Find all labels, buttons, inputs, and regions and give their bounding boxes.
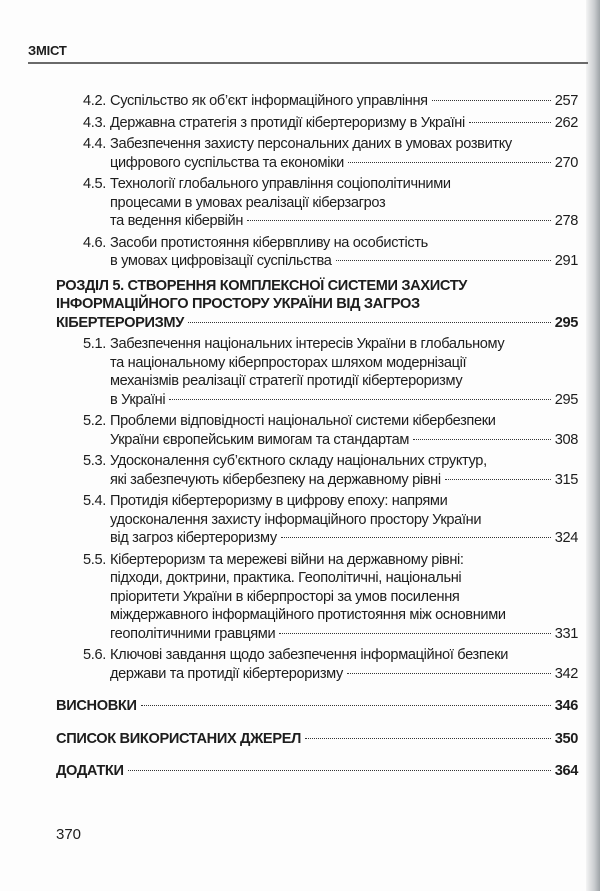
toc-entry-line [83, 471, 578, 490]
toc-entry-line [83, 606, 578, 625]
toc-entry-line [83, 212, 578, 231]
toc-entry-line [56, 314, 578, 333]
toc-page-number: 350 [554, 730, 578, 747]
toc-page-number: 308 [554, 431, 578, 448]
toc-entry-line [83, 529, 578, 548]
toc-entry-line [83, 492, 578, 511]
dot-leader [305, 738, 551, 739]
toc-entry-title: від загроз кібертероризму [110, 530, 277, 546]
toc-entry-title: процесами в умовах реалізації кіберзагроз [110, 194, 386, 211]
toc-entry-line [83, 354, 578, 373]
toc-page-number: 262 [554, 114, 578, 131]
toc-entry-3[interactable] [56, 762, 578, 781]
toc-entry-title: геополітичними гравцями [110, 625, 276, 642]
dot-leader [188, 322, 551, 323]
toc-entry-title: ІНФОРМАЦІЙНОГО ПРОСТОРУ УКРАЇНИ ВІД ЗАГРОЗ [56, 296, 420, 312]
toc-entry-number: 4.2. [83, 93, 106, 109]
toc-entry-title: які забезпечують кібербезпеку на державному рівні [110, 471, 441, 488]
toc-entry-number: 5.2. [83, 413, 106, 429]
toc-entry-title: Забезпечення національних інтересів України в глобальному [110, 336, 505, 352]
toc-entry-title: Забезпечення захисту персональних даних в умовах розвитку [110, 136, 512, 152]
toc-entry[interactable] [56, 492, 578, 548]
toc-entry-line [83, 665, 578, 684]
toc-entry-line [56, 295, 578, 314]
toc-entry-title: КІБЕРТЕРОРИЗМУ [56, 314, 184, 331]
toc-entry-line [83, 646, 578, 665]
toc-entry-line [83, 625, 578, 644]
toc-entry-title: СПИСОК ВИКОРИСТАНИХ ДЖЕРЕЛ [56, 730, 301, 747]
toc-entry-line [83, 92, 578, 111]
toc-entry-title: РОЗДІЛ 5. СТВОРЕННЯ КОМПЛЕКСНОЇ СИСТЕМИ ЗАХИСТУ [56, 277, 467, 294]
toc-entry-line [83, 391, 578, 410]
toc-entry[interactable] [56, 335, 578, 409]
toc-page-number: 342 [554, 665, 578, 682]
dot-leader [413, 439, 551, 440]
toc-entry-title: механізмів реалізації стратегії протидії кібертероризму [110, 373, 463, 389]
toc-entry-line [83, 252, 578, 271]
toc-entry-line [83, 452, 578, 471]
toc-entry-number: 4.3. [83, 114, 106, 131]
toc-entry-line [83, 175, 578, 194]
toc-entry[interactable] [56, 92, 578, 111]
running-head: ЗМІСТ [28, 43, 67, 58]
toc-entry-line [83, 412, 578, 431]
toc-entry-title: Удосконалення суб’єктного складу національних структур, [110, 453, 487, 469]
toc-entry[interactable] [56, 234, 578, 271]
toc-entry-title: Протидія кібертероризму в цифрову епоху: напрями [110, 493, 448, 509]
dot-leader [279, 633, 550, 634]
toc-entry-line [83, 551, 578, 570]
toc-page-number: 257 [554, 93, 578, 109]
toc-page-number: 346 [554, 698, 578, 714]
toc-entry-2[interactable] [56, 730, 578, 749]
toc-page-number: 291 [554, 253, 578, 269]
table-of-contents [56, 92, 578, 795]
toc-entry[interactable] [56, 135, 578, 172]
page-number: 370 [56, 826, 82, 843]
dot-leader [169, 399, 550, 400]
toc-entry-title: та національному кіберпросторах шляхом модернізації [110, 354, 467, 371]
toc-entry[interactable] [56, 175, 578, 231]
toc-entry-line [56, 277, 578, 296]
toc-entry-line [83, 114, 578, 133]
header-rule [28, 62, 588, 64]
toc-entry[interactable] [56, 551, 578, 644]
toc-entry-title: Суспільство як об’єкт інформаційного управління [110, 93, 428, 109]
toc-entry-number: 4.4. [83, 136, 106, 152]
toc-entry[interactable] [56, 277, 578, 333]
toc-page-number: 324 [554, 530, 578, 546]
dot-leader [432, 100, 551, 101]
toc-page-number: 278 [554, 213, 578, 229]
toc-entry-line [83, 234, 578, 253]
dot-leader [128, 770, 551, 771]
toc-entry-line [83, 135, 578, 154]
toc-entry-line [83, 335, 578, 354]
toc-page-number: 364 [554, 763, 578, 779]
toc-entry-number: 4.5. [83, 176, 106, 192]
dot-leader [347, 673, 551, 674]
toc-entry[interactable] [56, 412, 578, 449]
toc-page-number: 295 [554, 314, 578, 331]
page-edge-shadow [586, 0, 600, 891]
toc-entry-title: Проблеми відповідності національної системи кібербезпеки [110, 413, 496, 429]
toc-entry-title: удосконалення захисту інформаційного простору України [110, 511, 482, 528]
toc-entry-line [83, 588, 578, 607]
dot-leader [141, 705, 551, 706]
toc-entry-title: в Україні [110, 391, 166, 408]
toc-page-number: 270 [554, 154, 578, 171]
toc-entry-title: Ключові завдання щодо забезпечення інформаційної безпеки [110, 647, 509, 663]
toc-entry[interactable] [56, 452, 578, 489]
toc-entry-title: міждержавного інформаційного протистояння між основними [110, 607, 506, 623]
toc-entry-title: Державна стратегія з протидії кібертероризму в Україні [110, 114, 465, 131]
dot-leader [348, 162, 551, 163]
dot-leader [336, 260, 551, 261]
toc-entry-number: 5.6. [83, 647, 106, 663]
toc-entry-line [83, 372, 578, 391]
toc-entry[interactable] [56, 646, 578, 683]
toc-entry-number: 5.3. [83, 453, 106, 469]
toc-entry-title: пріоритети України в кіберпросторі за умов посилення [110, 588, 460, 605]
dot-leader [469, 122, 551, 123]
toc-page-number: 295 [554, 391, 578, 408]
toc-entry-line [83, 511, 578, 530]
toc-entry[interactable] [56, 114, 578, 133]
toc-entry-title: цифрового суспільства та економіки [110, 154, 344, 171]
toc-entry-title: підходи, доктрини, практика. Геополітичні, національні [110, 570, 462, 586]
toc-entry-title: України європейським вимогам та стандартам [110, 431, 410, 448]
toc-entry-number: 5.4. [83, 493, 106, 509]
toc-page-number: 331 [554, 625, 578, 642]
toc-entry-line [83, 569, 578, 588]
toc-entry-line [83, 154, 578, 173]
dot-leader [445, 479, 551, 480]
toc-entry-title: ДОДАТКИ [56, 763, 124, 779]
toc-entry-title: Технології глобального управління соціополітичними [110, 176, 451, 192]
toc-entry-number: 5.5. [83, 551, 106, 568]
dot-leader [281, 537, 551, 538]
toc-entry-title: Засоби протистояння кібервпливу на особистість [110, 234, 428, 251]
toc-entry-title: держави та протидії кібертероризму [110, 665, 343, 682]
toc-entry-title: в умовах цифровізації суспільства [110, 253, 332, 269]
toc-page-number: 315 [554, 471, 578, 488]
toc-entry-title: та ведення кібервійн [110, 213, 244, 229]
toc-entry-line [83, 194, 578, 213]
toc-entry-number: 5.1. [83, 336, 106, 352]
toc-entry-number: 4.6. [83, 234, 106, 251]
toc-entry-line [83, 431, 578, 450]
toc-entry-1[interactable] [56, 697, 578, 716]
toc-entry-title: ВИСНОВКИ [56, 698, 137, 714]
dot-leader [247, 220, 551, 221]
toc-entry-title: Кібертероризм та мережеві війни на державному рівні: [110, 551, 464, 568]
